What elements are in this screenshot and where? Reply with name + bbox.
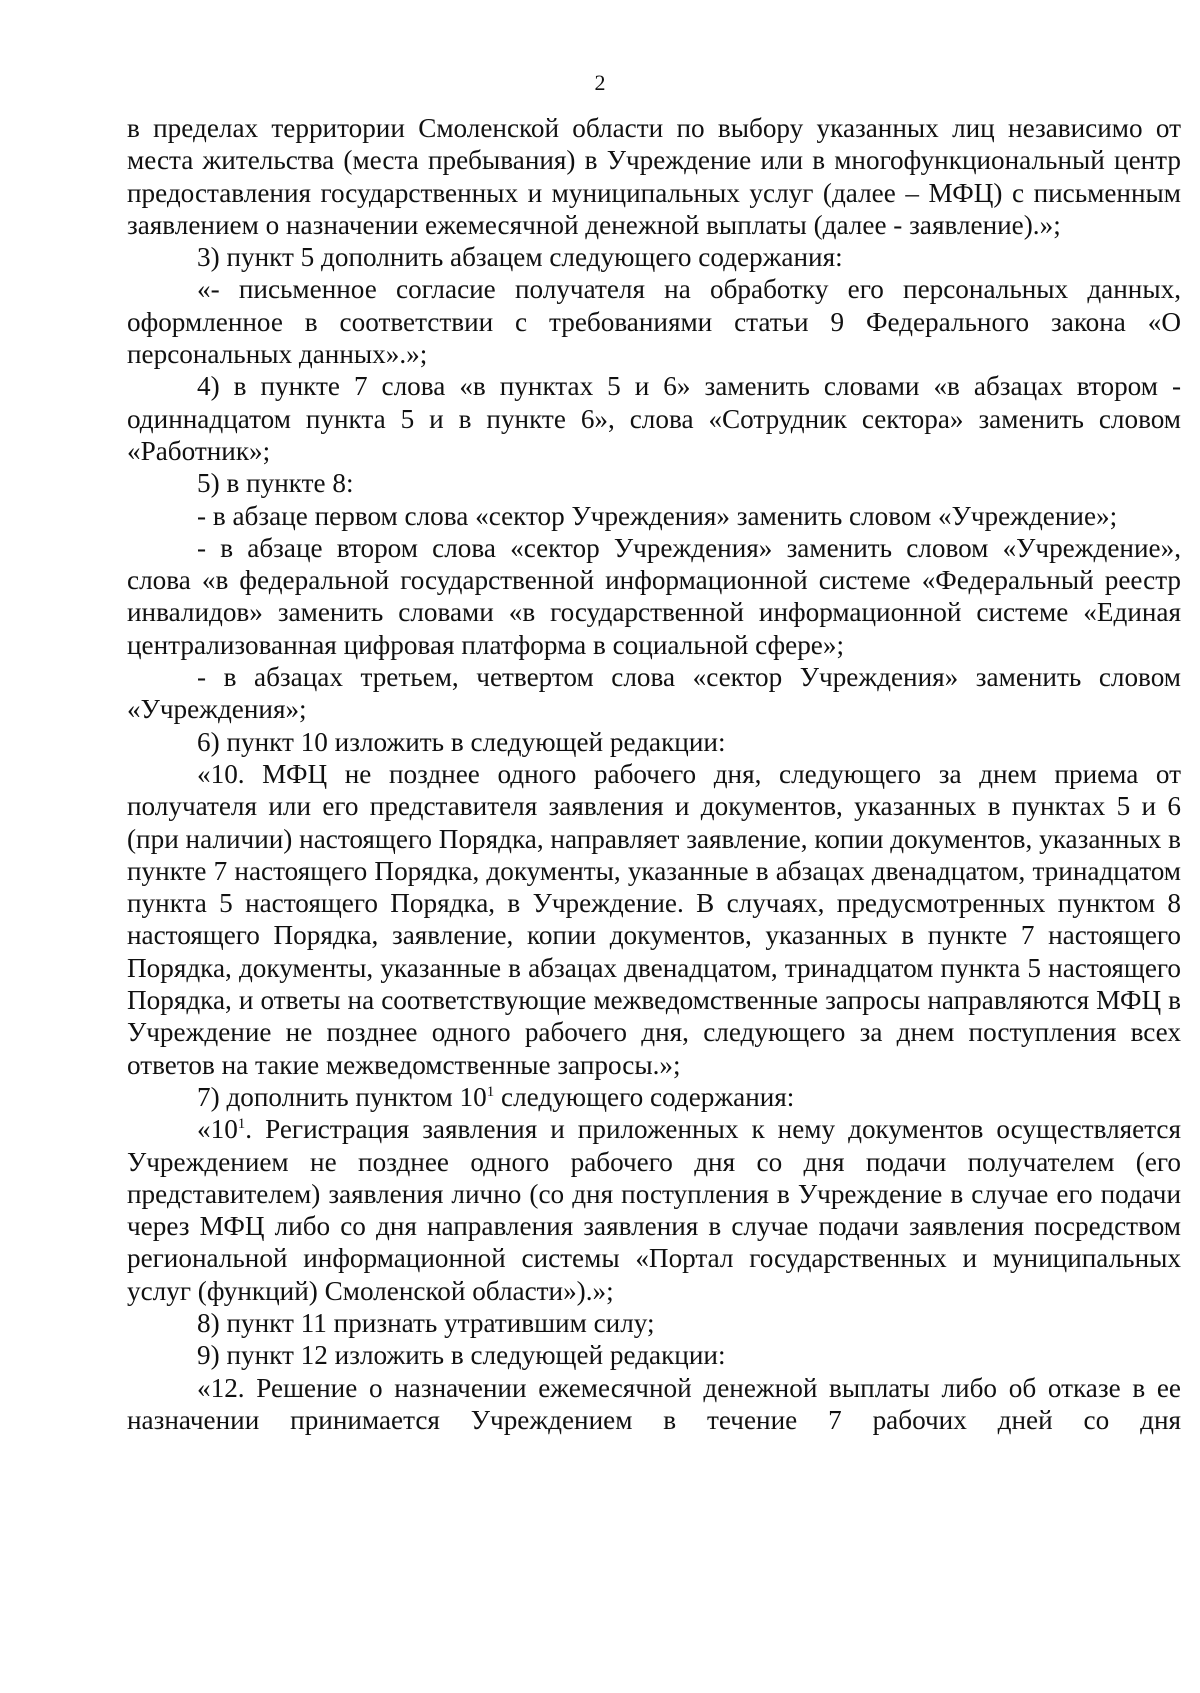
paragraph-item-7-quote-a: «10 — [197, 1114, 238, 1145]
paragraph-item-3-quote: «- письменное согласие получателя на обработку его персональных данных, оформленное в соответствии с требованиями статьи 9 Федерального закона «О персональных данных».»; — [127, 274, 1181, 370]
superscript-1: 1 — [237, 1116, 246, 1133]
document-body — [127, 112, 1181, 1436]
paragraph-item-7-text-b: следующего содержания: — [494, 1081, 795, 1112]
paragraph-item-8: 8) пункт 11 признать утратившим силу; — [197, 1307, 655, 1338]
paragraph-item-5-sub-3: - в абзацах третьем, четвертом слова «сектор Учреждения» заменить словом «Учреждения»; — [127, 662, 1181, 725]
paragraph-item-9-quote: «12. Решение о назначении ежемесячной денежной выплаты либо об отказе в ее назначении принимается Учреждением в течение 7 рабочих дней со дня — [127, 1372, 1181, 1435]
paragraph-item-7 — [127, 1081, 1181, 1113]
paragraph-item-7-quote — [127, 1113, 1181, 1307]
paragraph-item-5-sub-2: - в абзаце втором слова «сектор Учреждения» заменить словом «Учреждение», слова «в федеральной государственной информационной системе «Федеральный реестр инвалидов» заменить словами «в государственной информационной системе «Единая централизованная цифровая платформа в социальной сфере»; — [127, 532, 1181, 660]
paragraph-continuation: в пределах территории Смоленской области по выбору указанных лиц независимо от места жительства (места пребывания) в Учреждение или в многофункциональный центр предоставления государственных и муниципальных услуг (далее – МФЦ) с письменным заявлением о назначении ежемесячной денежной выплаты (далее - заявление).»; — [127, 113, 1181, 240]
paragraph-item-5: 5) в пункте 8: — [197, 468, 354, 499]
paragraph-item-4: 4) в пункте 7 слова «в пунктах 5 и 6» заменить словами «в абзацах втором - одиннадцатом пункта 5 и в пункте 6», слова «Сотрудник сектора» заменить словом «Работник»; — [127, 371, 1181, 466]
paragraph-item-7-quote-b: . Регистрация заявления и приложенных к нему документов осуществляется Учреждением не позднее одного рабочего дня со дня подачи получателем (его представителем) заявления лично (со дня поступления в Учреждение в случае его подачи через МФЦ либо со дня направления заявления в случае подачи заявления посредством региональной информационной системы «Портал государственных и муниципальных услуг (функций) Смоленской области»).»; — [127, 1114, 1181, 1306]
paragraph-item-9: 9) пункт 12 изложить в следующей редакции: — [197, 1340, 726, 1371]
page-number: 2 — [594, 70, 606, 95]
paragraph-item-6-quote: «10. МФЦ не позднее одного рабочего дня, следующего за днем приема от получателя или его представителя заявления и документов, указанных в пунктах 5 и 6 (при наличии) настоящего Порядка, направляет заявление, копии документов, указанных в пункте 7 настоящего Порядка, документы, указанные в абзацах двенадцатом, тринадцатом пункта 5 настоящего Порядка, в Учреждение. В случаях, предусмотренных пунктом 8 настоящего Порядка, заявление, копии документов, указанных в пункте 7 настоящего Порядка, документы, указанные в абзацах двенадцатом, тринадцатом пункта 5 настоящего Порядка, и ответы на соответствующие межведомственные запросы направляются МФЦ в Учреждение не позднее одного рабочего дня, следующего за днем поступления всех ответов на такие межведомственные запросы.»; — [127, 758, 1181, 1080]
paragraph-item-6: 6) пункт 10 изложить в следующей редакции: — [197, 726, 726, 757]
superscript-1: 1 — [486, 1083, 495, 1100]
paragraph-item-5-sub-1: - в абзаце первом слова «сектор Учреждения» заменить словом «Учреждение»; — [197, 500, 1118, 531]
paragraph-item-3: 3) пункт 5 дополнить абзацем следующего содержания: — [197, 242, 843, 273]
paragraph-item-7-text-a: 7) дополнить пунктом 10 — [197, 1081, 487, 1112]
